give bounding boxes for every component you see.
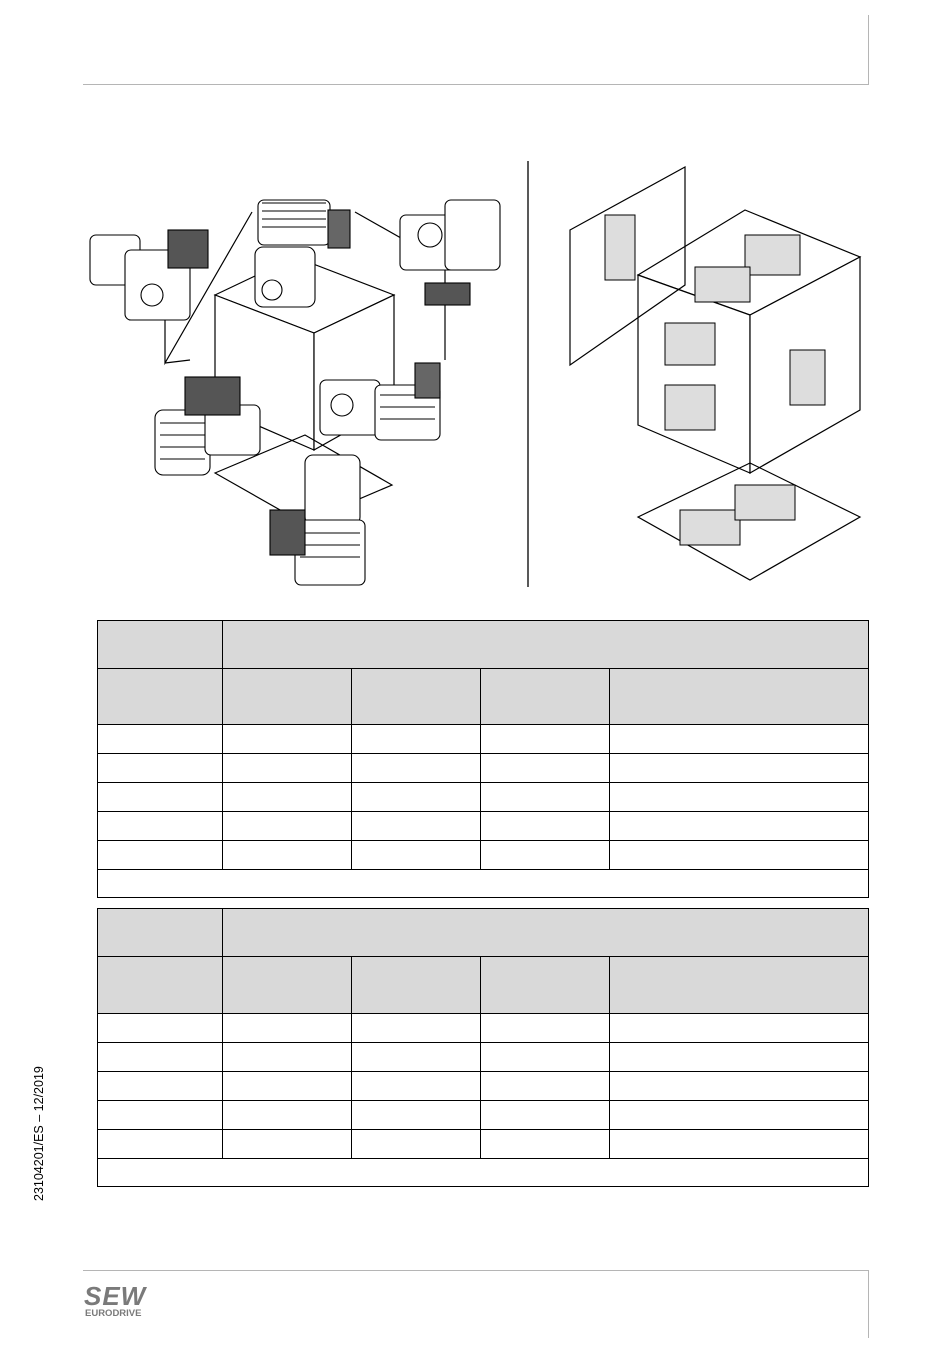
footer-right-rule (868, 1270, 869, 1338)
table-header-cell (352, 957, 481, 1014)
footer-rule (83, 1270, 869, 1271)
table-1 (97, 620, 869, 898)
gear-unit-bottom-icon (270, 455, 365, 585)
table-cell (223, 783, 352, 812)
table-row (98, 1043, 869, 1072)
table-cell (352, 841, 481, 870)
table-2 (97, 908, 869, 1187)
mounting-position-figures (80, 155, 870, 595)
table-cell (98, 783, 223, 812)
table-cell (98, 812, 223, 841)
table-cell (610, 1014, 869, 1043)
table-subheader-row (98, 669, 869, 725)
table-cell (223, 1101, 352, 1130)
table-cell (352, 725, 481, 754)
table-cell (223, 1043, 352, 1072)
table-cell (98, 1101, 223, 1130)
table-cell (610, 783, 869, 812)
table-footnote-row (98, 1159, 869, 1187)
header-rule (83, 84, 869, 85)
table-cell (352, 812, 481, 841)
table-header-cell (98, 957, 223, 1014)
table-cell (352, 783, 481, 812)
table-cell (223, 1072, 352, 1101)
table-cell (481, 841, 610, 870)
table-cell (352, 1130, 481, 1159)
logo-text: SEW (84, 1283, 147, 1311)
table-cell (223, 1130, 352, 1159)
table-header-cell (352, 669, 481, 725)
gear-unit-right-icon (400, 200, 500, 305)
table-header-cell (98, 909, 223, 957)
table-cell (610, 1043, 869, 1072)
table-row (98, 1101, 869, 1130)
table-header-cell (223, 621, 869, 669)
table-header-cell (610, 957, 869, 1014)
table-cell (98, 1159, 869, 1187)
table-header-cell (481, 669, 610, 725)
table-cell (481, 812, 610, 841)
table-header-row (98, 909, 869, 957)
table-header-cell (223, 669, 352, 725)
table-row (98, 783, 869, 812)
table-header-cell (98, 669, 223, 725)
table-row (98, 841, 869, 870)
table-cell (223, 1014, 352, 1043)
table-cell (610, 1130, 869, 1159)
table-cell (352, 1101, 481, 1130)
table-row (98, 812, 869, 841)
table-cell (610, 812, 869, 841)
table-cell (223, 841, 352, 870)
table-cell (98, 1072, 223, 1101)
table-cell (481, 1130, 610, 1159)
table-subheader-row (98, 957, 869, 1014)
table-cell (610, 841, 869, 870)
table-row (98, 1014, 869, 1043)
table-cell (481, 754, 610, 783)
table-cell (98, 1014, 223, 1043)
table-cell (223, 812, 352, 841)
gear-unit-left-icon (90, 230, 208, 320)
table-cell (98, 725, 223, 754)
sew-eurodrive-logo (84, 1283, 156, 1319)
table-cell (98, 754, 223, 783)
table-cell (352, 1014, 481, 1043)
table-cell (223, 725, 352, 754)
logo-subtext: EURODRIVE (85, 1308, 142, 1319)
table-cell (610, 1101, 869, 1130)
table-header-cell (223, 957, 352, 1014)
table-row (98, 725, 869, 754)
table-cell (352, 754, 481, 783)
table-header-row (98, 621, 869, 669)
table-cell (98, 870, 869, 898)
table-cell (352, 1072, 481, 1101)
table-cell (352, 1043, 481, 1072)
table-cell (481, 725, 610, 754)
table-cell (481, 1014, 610, 1043)
header-right-rule (868, 15, 869, 85)
table-header-cell (481, 957, 610, 1014)
table-cell (481, 1043, 610, 1072)
table-header-cell (610, 669, 869, 725)
table-cell (610, 1072, 869, 1101)
table-cell (610, 725, 869, 754)
table-row (98, 754, 869, 783)
document-id: 23104201/ES – 12/2019 (32, 1066, 46, 1201)
table-cell (481, 1072, 610, 1101)
table-cell (98, 1130, 223, 1159)
table-header-cell (223, 909, 869, 957)
table-cell (481, 783, 610, 812)
table-cell (481, 1101, 610, 1130)
table-cell (223, 754, 352, 783)
table-row (98, 1130, 869, 1159)
table-cell (98, 1043, 223, 1072)
table-footnote-row (98, 870, 869, 898)
table-cell (610, 754, 869, 783)
table-cell (98, 841, 223, 870)
table-row (98, 1072, 869, 1101)
table-header-cell (98, 621, 223, 669)
